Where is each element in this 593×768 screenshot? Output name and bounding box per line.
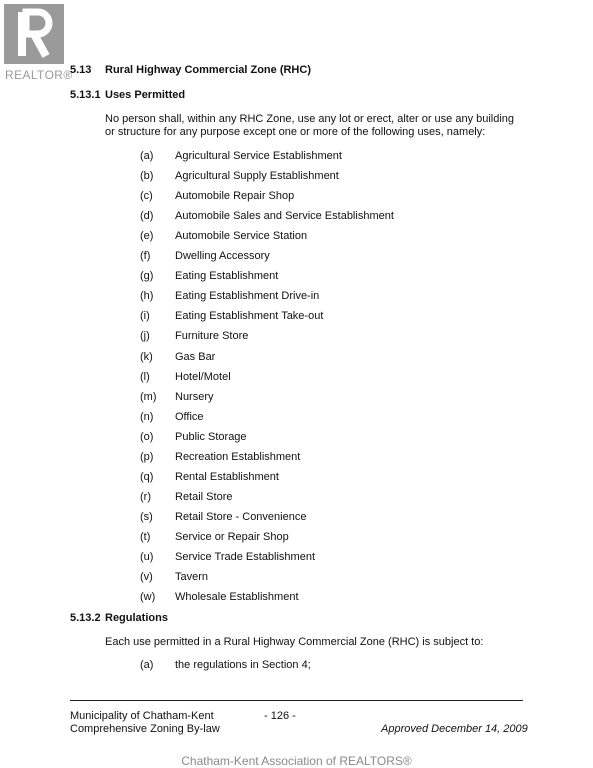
list-item bbox=[0, 270, 593, 284]
list-item-text: Tavern bbox=[175, 571, 209, 584]
list-item-letter: (s) bbox=[140, 510, 153, 523]
list-item-letter: (r) bbox=[140, 490, 151, 503]
list-item-text: Service or Repair Shop bbox=[175, 530, 289, 543]
list-item-text: Service Trade Establishment bbox=[175, 551, 316, 563]
list-item-letter: (g) bbox=[140, 270, 154, 283]
list-item-text: Hotel/Motel bbox=[175, 370, 231, 383]
list-item-text: Nursery bbox=[175, 390, 214, 403]
list-item bbox=[0, 170, 593, 184]
list-item-text: Eating Establishment Take-out bbox=[175, 310, 324, 323]
list-item-letter: (b) bbox=[140, 170, 154, 183]
list-item-letter: (j) bbox=[140, 330, 150, 343]
list-item-letter: (w) bbox=[140, 591, 156, 604]
list-item bbox=[0, 330, 593, 344]
list-item-letter: (o) bbox=[140, 430, 154, 443]
section-number: 5.13 bbox=[70, 64, 92, 76]
list-item bbox=[0, 451, 593, 465]
regulations-intro: Each use permitted in a Rural Highway Commercial Zone (RHC) is subject to: bbox=[105, 636, 484, 648]
list-item bbox=[0, 391, 593, 405]
list-item bbox=[0, 351, 593, 365]
list-item-letter: (e) bbox=[140, 230, 154, 243]
list-item bbox=[0, 431, 593, 445]
list-item bbox=[0, 511, 593, 525]
page-number: - 126 - bbox=[264, 710, 296, 722]
list-item bbox=[0, 551, 593, 565]
list-item-text: Agricultural Supply Establishment bbox=[175, 170, 339, 183]
approved-date: Approved December 14, 2009 bbox=[381, 723, 528, 735]
realtor-logo bbox=[4, 4, 73, 82]
list-item-text: Recreation Establishment bbox=[175, 450, 301, 463]
list-item-letter: (t) bbox=[140, 530, 151, 543]
list-item-letter: (q) bbox=[140, 470, 154, 483]
list-item bbox=[0, 230, 593, 244]
list-item-text: Retail Store bbox=[175, 490, 233, 503]
list-item-text: Automobile Service Station bbox=[175, 230, 308, 243]
watermark: Chatham-Kent Association of REALTORS® bbox=[181, 754, 412, 768]
list-item-letter: (n) bbox=[140, 410, 154, 423]
list-item-text: Office bbox=[175, 410, 204, 423]
list-item-text: the regulations in Section 4; bbox=[175, 659, 311, 671]
list-item-text: Automobile Repair Shop bbox=[175, 190, 295, 203]
list-item bbox=[0, 659, 593, 673]
subsection-title: Regulations bbox=[105, 612, 168, 624]
list-item-letter: (v) bbox=[140, 571, 153, 584]
footer-municipality: Municipality of Chatham-Kent bbox=[70, 710, 214, 722]
list-item-text: Agricultural Service Establishment bbox=[175, 150, 342, 162]
list-item bbox=[0, 591, 593, 605]
subsection-number: 5.13.2 bbox=[70, 612, 101, 624]
list-item-text: Dwelling Accessory bbox=[175, 250, 270, 263]
section-title: Rural Highway Commercial Zone (RHC) bbox=[105, 64, 311, 76]
intro-paragraph: No person shall, within any RHC Zone, use any lot or erect, alter or use any building or structure for any purpose except one or more of the following uses, namely: bbox=[105, 113, 515, 138]
list-item-letter: (c) bbox=[140, 190, 153, 203]
list-item bbox=[0, 190, 593, 204]
list-item bbox=[0, 310, 593, 324]
list-item-text: Retail Store - Convenience bbox=[175, 510, 307, 523]
list-item bbox=[0, 150, 593, 164]
list-item-text: Eating Establishment bbox=[175, 270, 279, 283]
list-item-letter: (u) bbox=[140, 551, 154, 563]
list-item bbox=[0, 411, 593, 425]
list-item bbox=[0, 471, 593, 485]
realtor-r-icon bbox=[4, 4, 64, 64]
list-item bbox=[0, 290, 593, 304]
footer-divider bbox=[70, 700, 523, 701]
list-item-letter: (a) bbox=[140, 659, 154, 671]
realtor-logo-text: REALTOR® bbox=[5, 68, 73, 82]
list-item-letter: (k) bbox=[140, 350, 153, 363]
list-item-letter: (d) bbox=[140, 210, 154, 223]
list-item bbox=[0, 210, 593, 224]
list-item bbox=[0, 371, 593, 385]
subsection-number: 5.13.1 bbox=[70, 89, 101, 101]
list-item-text: Wholesale Establishment bbox=[175, 591, 299, 604]
list-item-letter: (m) bbox=[140, 390, 157, 403]
footer-bylaw: Comprehensive Zoning By-law bbox=[70, 723, 220, 735]
list-item bbox=[0, 531, 593, 545]
list-item-text: Eating Establishment Drive-in bbox=[175, 290, 320, 303]
list-item-text: Rental Establishment bbox=[175, 470, 279, 483]
list-item-text: Gas Bar bbox=[175, 350, 216, 363]
list-item bbox=[0, 491, 593, 505]
subsection-title: Uses Permitted bbox=[105, 89, 186, 101]
list-item bbox=[0, 571, 593, 585]
list-item-letter: (l) bbox=[140, 370, 150, 383]
list-item-text: Public Storage bbox=[175, 430, 247, 443]
list-item-text: Furniture Store bbox=[175, 330, 249, 343]
list-item-letter: (f) bbox=[140, 250, 151, 263]
list-item-letter: (i) bbox=[140, 310, 150, 323]
list-item-letter: (p) bbox=[140, 450, 154, 463]
list-item-letter: (a) bbox=[140, 150, 154, 162]
list-item-text: Automobile Sales and Service Establishment bbox=[175, 210, 394, 223]
list-item bbox=[0, 250, 593, 264]
list-item-letter: (h) bbox=[140, 290, 154, 303]
